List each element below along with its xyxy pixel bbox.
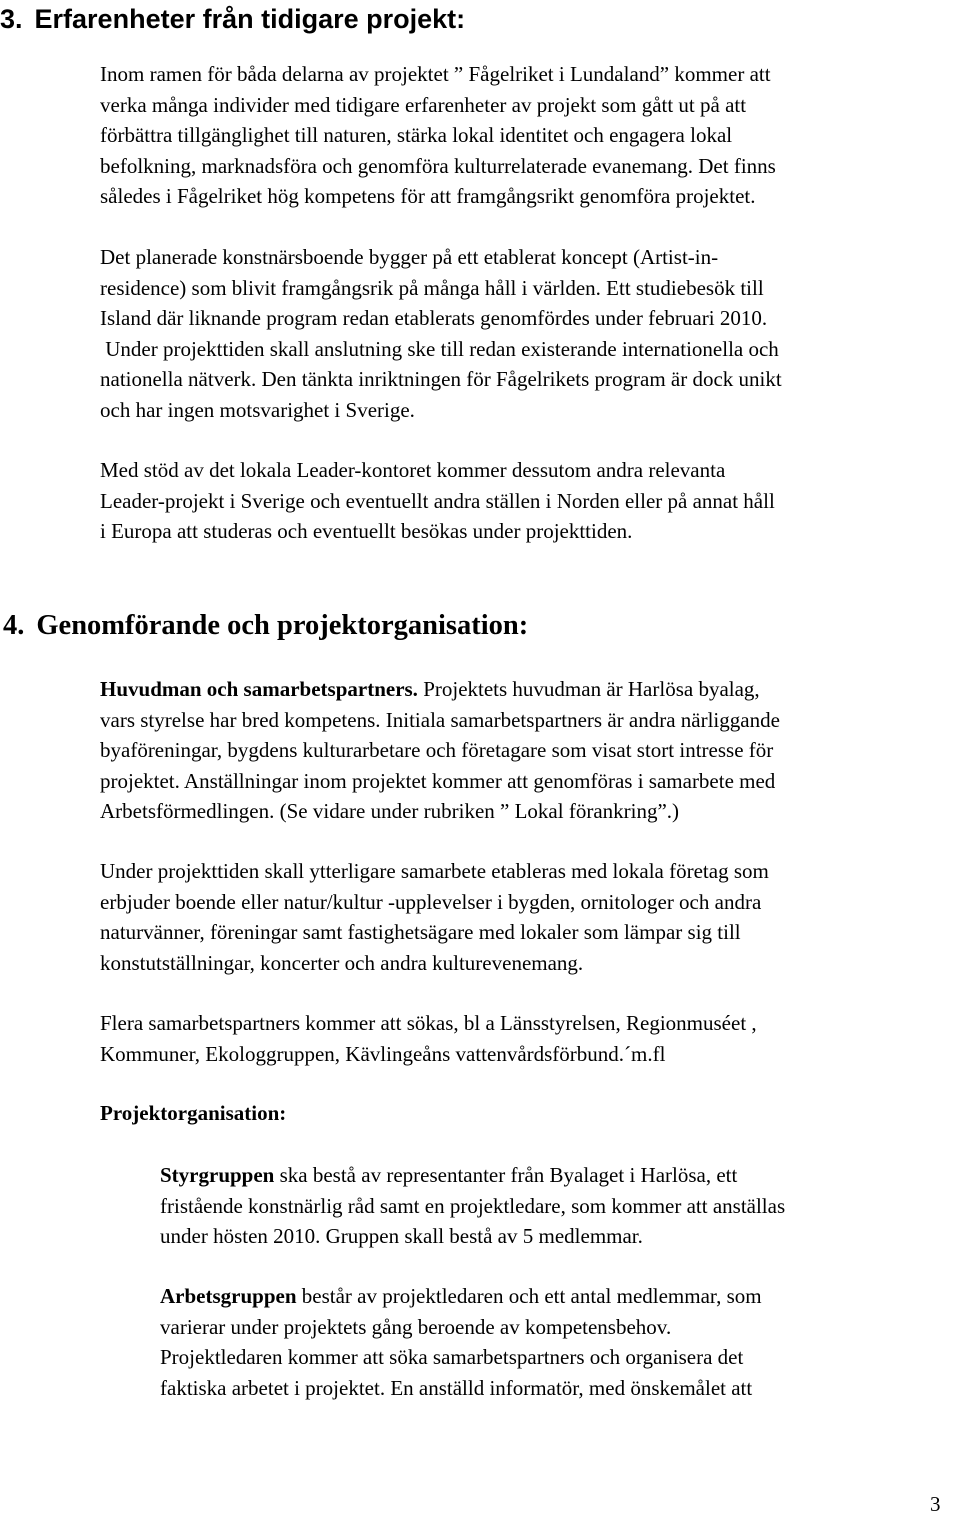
- text-line: förbättra tillgänglighet till naturen, stärka lokal identitet och engagera lokal: [100, 123, 733, 147]
- text-line: varierar under projektets gång beroende av kompetensbehov.: [160, 1314, 672, 1339]
- text-line: Under projekttiden skall ytterligare samarbete etableras med lokala företag som: [100, 859, 769, 883]
- page-number: 3: [930, 1492, 941, 1516]
- text-line: vars styrelse har bred kompetens. Initiala samarbetspartners är andra närliggande: [100, 707, 780, 732]
- section-4-paragraph-1: [100, 856, 960, 978]
- text-line: erbjuder boende eller natur/kultur -upplevelser i bygden, ornitologer och andra: [100, 889, 762, 914]
- text-line: faktiska arbetet i projektet. En anställd informatör, med önskemålet att: [160, 1375, 753, 1400]
- huvudman-lead: Huvudman och samarbetspartners.: [100, 677, 418, 701]
- section-3-number: 3.: [0, 4, 23, 34]
- text-line: nationella nätverk. Den tänkta inriktningen för Fågelrikets program är dock unikt: [100, 367, 782, 391]
- text-line: och har ingen motsvarighet i Sverige.: [100, 397, 415, 422]
- text-line: Det planerade konstnärsboende bygger på ett etablerat koncept (Artist-in-: [100, 245, 719, 269]
- text-line: Leader-projekt i Sverige och eventuellt andra ställen i Norden eller på annat håll: [100, 488, 775, 513]
- styrgruppen-lead: Styrgruppen: [160, 1163, 275, 1187]
- section-3-paragraph-1: [100, 59, 960, 212]
- text-line: befolkning, marknadsföra och genomföra kulturrelaterade evanemang. Det finns: [100, 153, 776, 178]
- text-line: Projektledaren kommer att söka samarbetspartners och organisera det: [160, 1345, 744, 1369]
- text-line: naturvänner, föreningar samt fastighetsägare med lokaler som lämpar sig till: [100, 920, 741, 944]
- text-line: Inom ramen för båda delarna av projektet ” Fågelriket i Lundaland” kommer att: [100, 62, 771, 86]
- text-line: ska bestå av representanter från Byalaget i Harlösa, ett: [274, 1163, 738, 1187]
- section-4-heading: [3, 608, 528, 644]
- section-4-paragraph-2: [100, 1008, 960, 1069]
- huvudman-paragraph: [100, 674, 960, 827]
- section-3-heading: [0, 2, 465, 36]
- section-3-paragraph-2: [100, 242, 960, 425]
- text-line: Med stöd av det lokala Leader-kontoret kommer dessutom andra relevanta: [100, 458, 726, 482]
- arbetsgruppen-lead: Arbetsgruppen: [160, 1284, 297, 1308]
- text-line: Island där liknande program redan etablerats genomfördes under februari 2010.: [100, 306, 768, 330]
- text-line: Arbetsförmedlingen. (Se vidare under rubriken ” Lokal förankring”.): [100, 799, 680, 823]
- text-line: konstutställningar, koncerter och andra kulturevenemang.: [100, 950, 584, 975]
- section-3-paragraph-3: [100, 455, 960, 547]
- text-line: således i Fågelriket hög kompetens för att framgångsrikt genomföra projektet.: [100, 184, 756, 208]
- section-4-title: Genomförande och projektorganisation:: [36, 610, 529, 641]
- styrgruppen-paragraph: [160, 1160, 960, 1252]
- arbetsgruppen-paragraph: [160, 1281, 960, 1403]
- text-line: i Europa att studeras och eventuellt besökas under projekttiden.: [100, 519, 633, 543]
- text-line: projektet. Anställningar inom projektet kommer att genomföras i samarbete med: [100, 768, 776, 793]
- text-line: residence) som blivit framgångsrik på många håll i världen. Ett studiebesök till: [100, 275, 764, 300]
- text-line: Flera samarbetspartners kommer att sökas, bl a Länsstyrelsen, Regionmuséet ,: [100, 1011, 757, 1035]
- section-3-title: Erfarenheter från tidigare projekt:: [34, 4, 466, 34]
- text-line: består av projektledaren och ett antal medlemmar, som: [296, 1284, 762, 1308]
- text-line: verka många individer med tidigare erfarenheter av projekt som gått ut på att: [100, 92, 747, 117]
- text-line: Projektets huvudman är Harlösa byalag,: [417, 677, 760, 701]
- text-line: Under projekttiden skall anslutning ske till redan existerande internationella och: [100, 336, 779, 361]
- text-line: byaföreningar, bygdens kulturarbetare och företagare som visat stort intresse för: [100, 738, 774, 762]
- text-line: under hösten 2010. Gruppen skall bestå av 5 medlemmar.: [160, 1224, 643, 1248]
- section-4-number: 4.: [3, 610, 25, 641]
- text-line: Kommuner, Ekologgruppen, Kävlingeåns vattenvårdsförbund.´m.fl: [100, 1041, 666, 1066]
- text-line: fristående konstnärlig råd samt en projektledare, som kommer att anställas: [160, 1193, 786, 1218]
- projektorganisation-heading: Projektorganisation:: [100, 1101, 287, 1125]
